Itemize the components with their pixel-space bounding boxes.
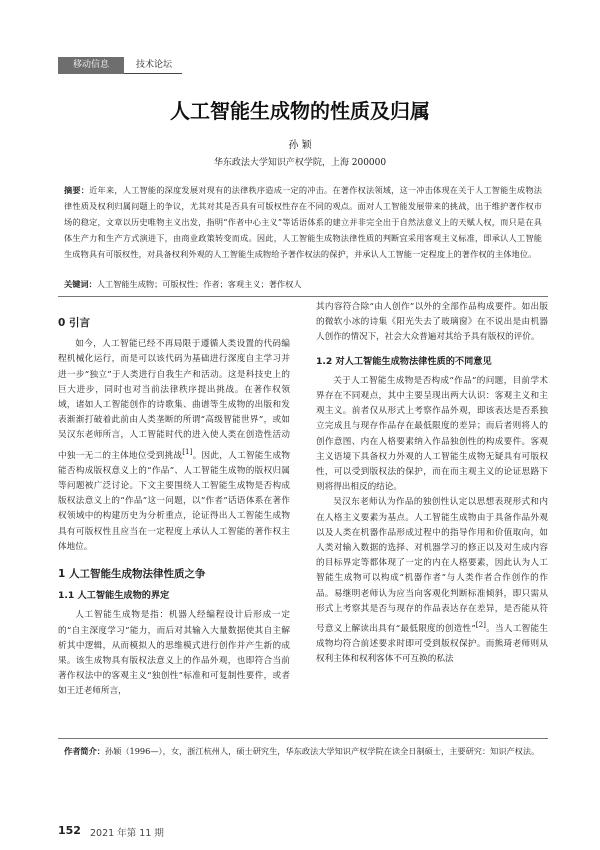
keywords — [64, 276, 542, 292]
page-number: 152 — [58, 824, 81, 837]
abstract-text: 近年来，人工智能的深度发展对现有的法律秩序造成一定的冲击。在著作权法领域，这一冲击体现在关于人工智能生成物法律性质及权利归属问题上的争议，尤其对其是否具有可版权性存在不同的观点。面对人工智能发展带来的挑战，出于维护著作权市场的稳定，文章以历史唯物主义出发，指明“作者中心主义”等话语体系的建立并非完全出于自然法意义上的天赋人权，而只是在具体生产力和生产方式演进下，由商业政策转变而成。因此，人工智能生成物法律性质的判断宜采用客观主义标准，即承认人工智能生成物具有可版权性，对具备权利外观的人工智能生成物给予著作权法的保护，并承认人工智能一定程度上的著作权的主体地位。 — [64, 185, 542, 259]
author-bio-text: 孙颖（1996—），女，浙江杭州人，硕士研究生，华东政法大学知识产权学院在读全日制硕士，主要研究：知识产权法。 — [104, 746, 540, 756]
section-0-paragraph — [58, 337, 290, 555]
author-bio — [64, 744, 542, 758]
continued-paragraph: 其内容符合除“由人创作”以外的全部作品构成要件。如出版的微软小冰的诗集《阳光失去了玻璃窗》在不说出是由机器人创作的情况下，社会大众普遍对其给予具有版权的评价。 — [316, 302, 548, 343]
section-1-1-heading: 1.1 人工智能生成物的界定 — [58, 590, 170, 602]
abstract-divider — [58, 296, 548, 297]
abstract-label: 摘要： — [64, 185, 90, 195]
section-1-1-paragraph: 人工智能生成物是指：机器人经编程设计后形成一定的“自主深度学习”能力，而后对其输入大量数据使其自主解析其中逻辑，从而模拟人的思维模式进行创作并产生新的成果。该生成物具有版权法意义上的作品外观，也即符合当前著作权法中的客观主义“独创性”标准和可复制性要件，或者如王迁老师所言， — [58, 610, 290, 697]
section-tab: 移动信息 — [58, 57, 124, 74]
abstract — [64, 182, 542, 262]
section-name: 技术论坛 — [136, 60, 173, 70]
citation-2: [2] — [475, 620, 486, 630]
section-1-2-paragraph-1: 关于人工智能生成物是否构成“作品”的问题，目前学术界存在不同观点，其中主要呈现出两大认识：客观主义和主观主义。前者仅从形式上考察作品外观，即该表达是否系独立完成且与现存作品存在最低限度的差异；而后者则将人的创作意图、内在人格要素纳入作品独创性的构成要件。客观主义语境下具备权力外观的人工智能生成物无疑具有可版权性，可以受到版权法的保护，而在而主观主义的论证思路下则将得出相反的结论。 — [316, 375, 548, 493]
footnote-divider — [58, 738, 548, 739]
paper-author: 孙 颖 — [288, 140, 312, 151]
section-1-2-text: 吴汉东老师认为作品的独创性认定以思想表现形式和内在人格主义要素为基点。人工智能生成物由于具备作品外观以及人类在机器作品形成过程中的指导作用和价值取向，如人类对输入数据的选择、对机器学习的修正以及对生成内容的目标界定等都体现了一定的内在人格要素，因此认为人工智能生成物可以构成“机器作者”与人类作者合作创作的作品。易继明老师认为应当向客观化判断标准倾斜，即只需从形式上考察其是否与现存的作品表达存在差异，是否能从符号意义上解读出具有“最低限度的创造性” — [316, 497, 548, 634]
keywords-text: 人工智能生成物；可版权性；作者；客观主义；著作权人 — [96, 279, 302, 289]
left-column — [58, 310, 290, 700]
section-1-2-text-tail: 。当人工智能生成物均符合前述要求时即可受到版权保护。而熊琦老师则从权利主体和权利客体不可互换的私法 — [316, 623, 548, 665]
paper-affiliation: 华东政法大学知识产权学院，上海 200000 — [213, 158, 387, 168]
keywords-label: 关键词： — [64, 279, 97, 289]
section-0-text: 如今，人工智能已经不再局限于遵循人类设置的代码编程机械化运行，而是可以该代码为基础进行深度自主学习并进一步“独立”于人类进行自我生产和活动。这是科技史上的巨大进步，同时也对当前法律秩序提出挑战。在著作权领域，诸如人工智能创作的诗歌集、曲谱等生成物的出版和发表渐渐打破着此前由人类垄断的所谓“高级智能世界”，或如吴汉东老师所言，人工智能时代的进入使人类在创造性活动中独一无二的主体地位受到挑战 — [58, 339, 290, 461]
section-1-heading: 1 人工智能生成物法律性质之争 — [58, 567, 206, 580]
section-0-text-tail: 。因此，人工智能生成物能否构成版权意义上的“作品”、人工智能生成物的版权归属等问题被广泛讨论。下文主要围绕人工智能生成物是否构成版权法意义上的“作品”这一问题，以“作者”话语体系在著作权领域中的构建历史为分析重点，论证得出人工智能生成物具有可版权性且应当在一定程度上承认人工智能的著作权主体地位。 — [58, 450, 290, 552]
right-column — [316, 300, 548, 668]
header-underline — [124, 73, 182, 74]
citation-1: [1] — [182, 446, 193, 456]
section-1-2-paragraph-2 — [316, 495, 548, 667]
issue-label: 2021 年第 11 期 — [90, 828, 164, 839]
author-bio-label: 作者简介： — [64, 746, 105, 756]
paper-title: 人工智能生成物的性质及归属 — [170, 99, 430, 123]
section-0-heading: 0 引言 — [58, 317, 90, 329]
section-1-2-heading: 1.2 对人工智能生成物法律性质的不同意见 — [316, 355, 492, 367]
